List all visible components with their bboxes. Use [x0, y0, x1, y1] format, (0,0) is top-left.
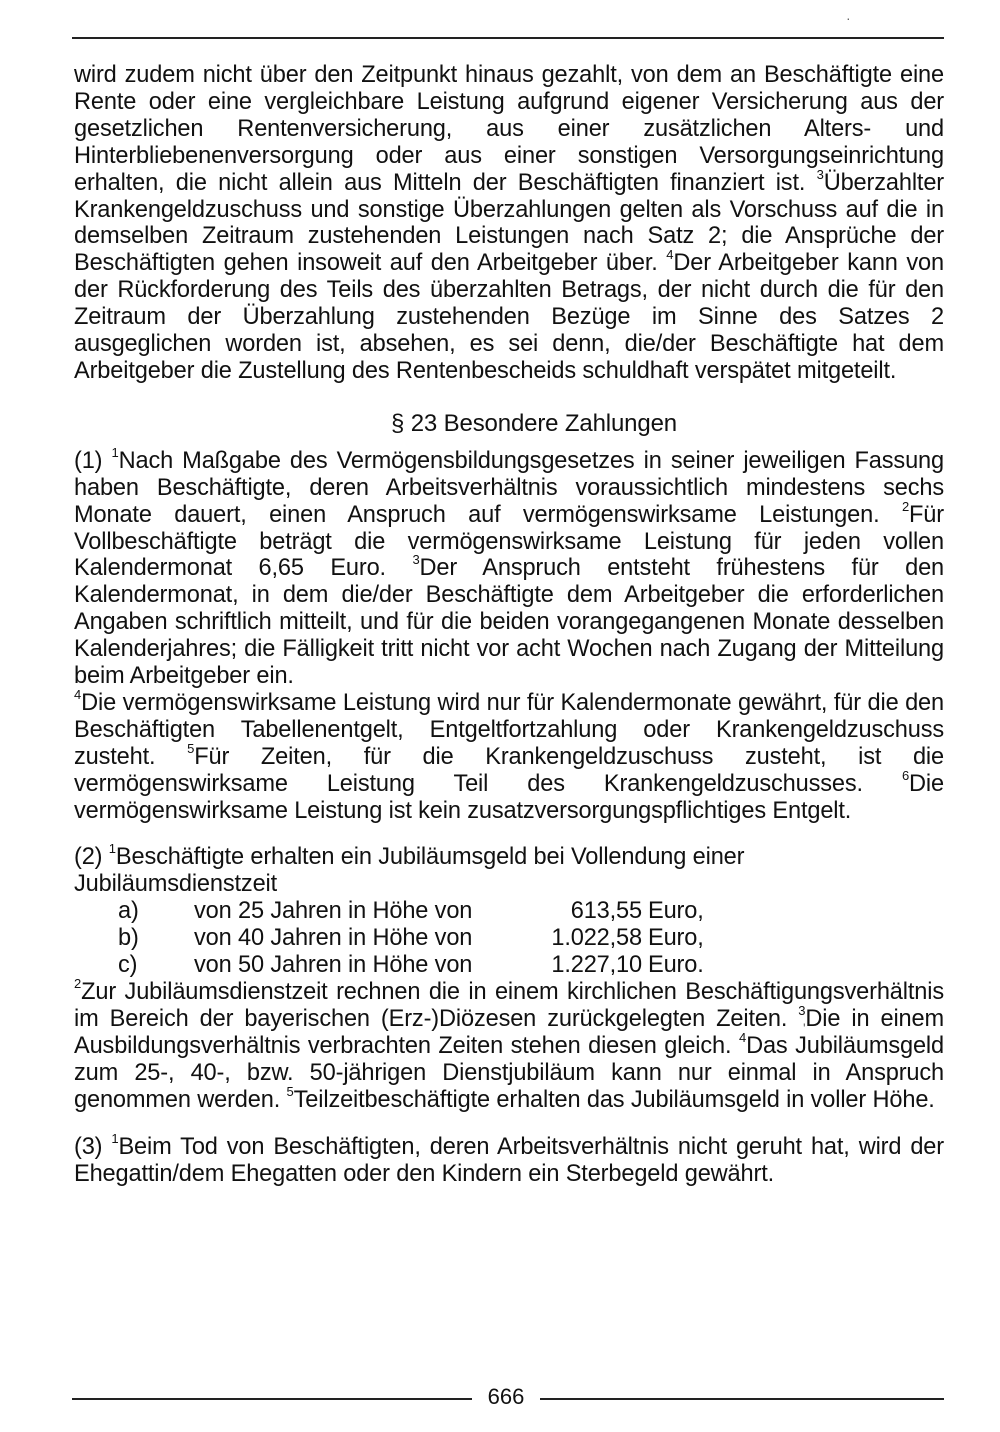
paragraph-2-label: (2) [74, 844, 109, 871]
sentence-text: Das Jubiläumsgeld zum 25-, 40-, bzw. 50-jährigen Dienstjubiläum kann nur einmal in Anspruch genommen werden. [74, 1033, 944, 1113]
list-item-label: c) [118, 952, 138, 979]
page-number: 666 [487, 1384, 525, 1409]
paragraph-1-continued [74, 686, 944, 825]
jubilee-amount-list [74, 898, 944, 979]
page-content [74, 62, 944, 1188]
paragraph-3-label: (3) [74, 1133, 112, 1160]
list-item-label: a) [118, 898, 139, 925]
sentence-text: wird zudem nicht über den Zeitpunkt hinaus gezahlt, von dem an Beschäftigte eine Rente oder eine vergleichbare Leistung aufgrund eigener Versicherung aus der gesetzlichen Rentenversicherung, aus einer zusätzlichen Alters- und Hinterbliebenenversorgung oder aus einer sonstigen Versorgungseinrichtung erhalten, die nicht allein aus Mitteln der Beschäftigten finanziert ist. [74, 62, 944, 196]
paragraph-1 [74, 444, 945, 690]
sentence-number: 1 [111, 444, 119, 460]
sentence-text: Der Arbeitgeber kann von der Rückforderung des Teils des überzahlten Betrags, der nicht durch die für den Zeitraum der Überzahlung zustehenden Bezüge im Sinne des Satzes 2 ausgeglichen worden ist, absehen, es sei denn, die/der Beschäftigte hat dem Arbeitgeber die Zustellung des Rentenbescheids schuldhaft verspätet mitgeteilt. [74, 250, 944, 384]
paragraph-2-continued [74, 976, 944, 1114]
sentence-text: Überzahlter Krankengeldzuschuss und sonstige Überzahlungen gelten als Vorschuss auf die in demselben Zeitraum zustehenden Leistungen nach Satz 2; die Ansprüche der Beschäftigten gehen insoweit auf den Arbeitgeber über. [74, 169, 944, 277]
paragraph-1-text [74, 444, 945, 690]
sentence-number: 2 [74, 976, 82, 992]
sentence-text: Die vermögenswirksame Leistung wird nur für Kalendermonate gewährt, für die den Beschäftigten Tabellenentgelt, Entgeltfortzahlung oder Krankengeldzuschuss zusteht. [74, 689, 944, 770]
list-item [74, 898, 944, 925]
list-item-text: von 40 Jahren in Höhe von [194, 925, 473, 952]
list-item-text: von 25 Jahren in Höhe von [194, 898, 473, 925]
sentence-number: 3 [412, 552, 420, 568]
paragraph-2-text [74, 841, 745, 898]
list-item-amount: 1.022,58 [551, 925, 642, 952]
sentence-number: 1 [108, 841, 116, 857]
scan-speck: ' [803, 1020, 806, 1036]
sentence-number: 5 [286, 1083, 294, 1099]
top-rule [72, 37, 944, 39]
paragraph-3-text [74, 1130, 944, 1187]
paragraph-1-label: (1) [74, 447, 112, 474]
sentence-number: 1 [111, 1130, 119, 1146]
sentence-text: Nach Maßgabe des Vermögensbildungsgesetzes in seiner jeweiligen Fassung haben Beschäftigte, deren Arbeitsverhältnis voraussichtlich mindestens sechs Monate dauert, einen Anspruch auf vermögenswirksame Leistungen. [74, 447, 944, 528]
sentence-text: Teilzeitbeschäftigte erhalten das Jubiläumsgeld in voller Höhe. [293, 1086, 935, 1113]
list-item-amount: 613,55 [570, 898, 642, 925]
sentence-number: 3 [798, 1003, 806, 1019]
sentence-text: Für Zeiten, für die Krankengeldzuschuss zusteht, ist die vermögenswirksame Leistung Teil des Krankengeldzuschusses. [74, 743, 944, 797]
sentence-text: Der Anspruch entsteht frühestens für den Kalendermonat, in dem die/der Beschäftigte dem Arbeitgeber die erforderlichen Angaben schriftlich mitteilt, und für die beiden vorangegangenen Monate desselben Kalenderjahres; die Fälligkeit tritt nicht vor acht Wochen nach Zugang der Mitteilung beim Arbeitgeber ein. [74, 555, 945, 690]
sentence-number: 6 [901, 767, 910, 783]
section-title: § 23 Besondere Zahlungen [391, 409, 677, 437]
list-item-text: von 50 Jahren in Höhe von [194, 952, 473, 979]
list-item [74, 925, 944, 952]
sentence-text: Zur Jubiläumsdienstzeit rechnen die in einem kirchlichen Beschäftigungsverhältnis im Bereich der bayerischen (Erz-)Diözesen zurückgelegten Zeiten. [74, 979, 944, 1033]
sentence-number: 3 [816, 166, 824, 182]
sentence-number: 2 [901, 498, 910, 514]
sentence-text: Beschäftigte erhalten ein Jubiläumsgeld bei Vollendung einer Jubiläumsdienstzeit [74, 844, 745, 898]
paragraph-2 [74, 841, 944, 898]
footer-rule-left [72, 1398, 472, 1400]
paragraph-3 [74, 1130, 944, 1188]
list-item-unit: Euro, [648, 925, 704, 952]
sentence-number: 5 [187, 740, 195, 756]
list-item-amount: 1.227,10 [551, 952, 642, 979]
intro-paragraph [74, 62, 944, 385]
sentence-number: 4 [738, 1030, 747, 1046]
sentence-text: Die in einem Ausbildungsverhältnis verbrachten Zeiten stehen diesen gleich. [74, 1006, 944, 1060]
sentence-number: 4 [74, 686, 82, 702]
list-item-label: b) [118, 925, 139, 952]
sentence-text: Die vermögenswirksame Leistung ist kein zusatzversorgungspflichtiges Entgelt. [74, 770, 944, 824]
list-item-unit: Euro. [648, 952, 704, 979]
list-item [74, 952, 944, 979]
sentence-text: Für Vollbeschäftigte beträgt die vermögenswirksame Leistung für jeden vollen Kalendermonat 6,65 Euro. [74, 501, 944, 582]
sentence-number: 4 [666, 247, 674, 263]
sentence-text: Beim Tod von Beschäftigten, deren Arbeitsverhältnis nicht geruht hat, wird der Ehegattin/dem Ehegatten oder den Kindern ein Sterbegeld gewährt. [74, 1133, 944, 1187]
list-item-unit: Euro, [648, 898, 704, 925]
scan-speck: · [846, 10, 851, 26]
footer-rule-right [540, 1398, 944, 1400]
